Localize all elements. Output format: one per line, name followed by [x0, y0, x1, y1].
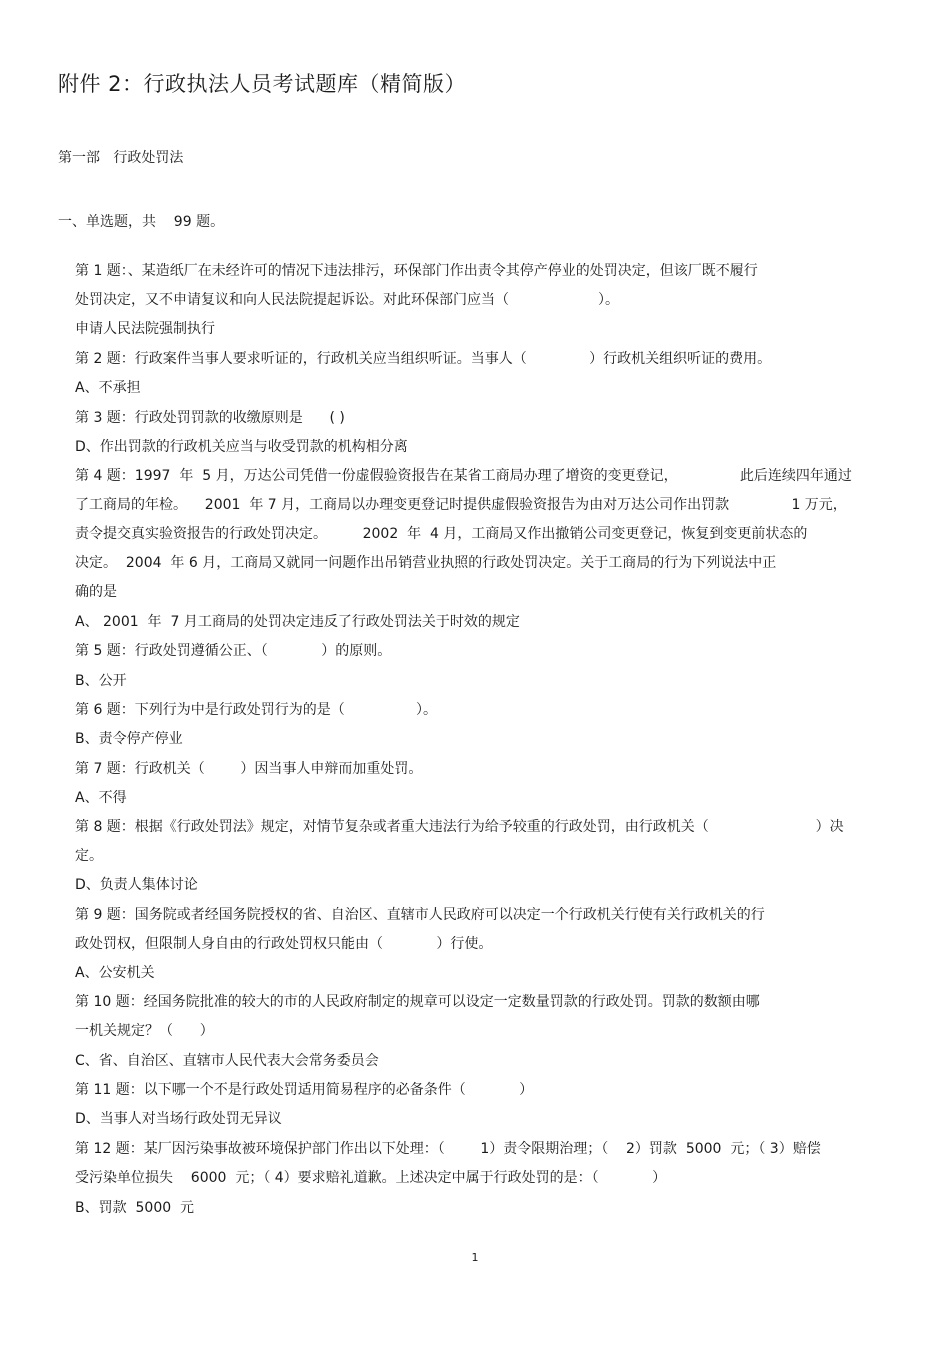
text-line: 确的是 — [75, 584, 117, 600]
text-line: 第 7 题：行政机关（ ）因当事人申辩而加重处罚。 — [75, 761, 423, 777]
answer-line: D、当事人对当场行政处罚无异议 — [75, 1111, 282, 1127]
document-title: 附件 2：行政执法人员考试题库（精简版） — [58, 72, 467, 96]
answer-line: B、罚款 5000 元 — [75, 1200, 195, 1216]
text-line: 第 8 题：根据《行政处罚法》规定，对情节复杂或者重大违法行为给予较重的行政处罚，由行政机关（ ）决 — [75, 819, 844, 835]
text-line: 了工商局的年检。 2001 年 7 月，工商局以办理变更登记时提供虚假验资报告为由对万达公司作出罚款 1 万元， — [75, 497, 847, 513]
text-line: 受污染单位损失 6000 元；（ 4）要求赔礼道歉。上述决定中属于行政处罚的是：（ ） — [75, 1170, 667, 1186]
text-line: 责令提交真实验资报告的行政处罚决定。 2002 年 4 月，工商局又作出撤销公司变更登记，恢复到变更前状态的 — [75, 526, 808, 542]
text-line: 第 6 题：下列行为中是行政处罚行为的是（ ）。 — [75, 702, 438, 718]
text-line: 第 11 题：以下哪一个不是行政处罚适用简易程序的必备条件（ ） — [75, 1082, 534, 1098]
answer-line: C、省、自治区、直辖市人民代表大会常务委员会 — [75, 1053, 379, 1069]
answer-line: 申请人民法院强制执行 — [75, 321, 215, 337]
text-line: 第 3 题：行政处罚罚款的收缴原则是 ( ) — [75, 410, 345, 426]
text-line: 定。 — [75, 848, 103, 864]
answer-line: A、公安机关 — [75, 965, 155, 981]
text-line: 第 4 题：1997 年 5 月，万达公司凭借一份虚假验资报告在某省工商局办理了增资的变更登记， 此后连续四年通过 — [75, 468, 852, 484]
text-line: 第 9 题：国务院或者经国务院授权的省、自治区、直辖市人民政府可以决定一个行政机关行使有关行政机关的行 — [75, 907, 765, 923]
answer-line: D、负责人集体讨论 — [75, 877, 198, 893]
page-number: 1 — [471, 1251, 479, 1264]
text-line: 处罚决定，又不申请复议和向人民法院提起诉讼。对此环保部门应当（ ）。 — [75, 292, 620, 308]
part-heading: 第一部 行政处罚法 — [58, 150, 184, 166]
text-line: 第 2 题：行政案件当事人要求听证的，行政机关应当组织听证。当事人（ ）行政机关组织听证的费用。 — [75, 351, 772, 367]
text-line: 第 1 题：、某造纸厂在未经许可的情况下违法排污，环保部门作出责令其停产停业的处罚决定，但该厂既不履行 — [75, 263, 758, 279]
answer-line: B、公开 — [75, 673, 127, 689]
answer-line: A、 2001 年 7 月工商局的处罚决定违反了行政处罚法关于时效的规定 — [75, 614, 520, 630]
text-line: 一机关规定？（ ） — [75, 1023, 214, 1039]
answer-line: A、不承担 — [75, 380, 141, 396]
answer-line: A、不得 — [75, 790, 127, 806]
text-line: 第 5 题：行政处罚遵循公正、（ ）的原则。 — [75, 643, 392, 659]
text-line: 第 10 题：经国务院批准的较大的市的人民政府制定的规章可以设定一定数量罚款的行政处罚。罚款的数额由哪 — [75, 994, 760, 1010]
text-line: 第 12 题：某厂因污染事故被环境保护部门作出以下处理：（ 1）责令限期治理；（ 2）罚款 5000 元；（ 3）赔偿 — [75, 1141, 821, 1157]
section-heading: 一、单选题，共 99 题。 — [58, 214, 225, 230]
answer-line: B、责令停产停业 — [75, 731, 183, 747]
answer-line: D、作出罚款的行政机关应当与收受罚款的机构相分离 — [75, 439, 408, 455]
text-line: 决定。 2004 年 6 月，工商局又就同一问题作出吊销营业执照的行政处罚决定。关于工商局的行为下列说法中正 — [75, 555, 777, 571]
text-line: 政处罚权，但限制人身自由的行政处罚权只能由（ ）行使。 — [75, 936, 493, 952]
